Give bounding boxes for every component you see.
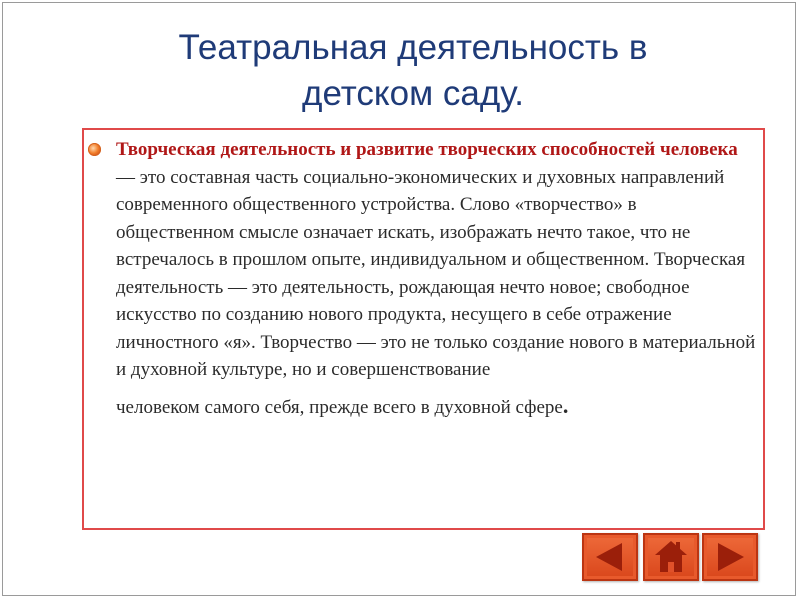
home-button[interactable] xyxy=(643,533,699,581)
paragraph-tail xyxy=(116,392,568,422)
slide-title: Театральная деятельность в детском саду. xyxy=(178,28,648,113)
arrow-right-icon xyxy=(704,535,756,579)
back-button[interactable] xyxy=(582,533,638,581)
paragraph-body: — это составная часть социально-экономических и духовных направлений современного общественного устройства. Слово «творчество» в общественном смысле означает искать, изображать нечто такое, что не встречалось в прошлом опыте, индивидуальном и общественном. Творческая деятельность — это деятельность, рождающая нечто новое; свободное искусство по созданию нового продукта, несущего в себе отражение личностного «я». Творчество — это не только создание нового в материальной и духовной культуре, но и совершенствование xyxy=(116,166,756,380)
paragraph xyxy=(116,136,756,421)
paragraph-lead: Творческая деятельность и развитие творческих способностей человека xyxy=(116,139,738,160)
content-box xyxy=(82,128,765,530)
next-button[interactable] xyxy=(702,533,758,581)
slide xyxy=(2,2,796,596)
bullet-icon xyxy=(88,143,101,156)
home-icon xyxy=(645,535,697,579)
paragraph-tail-text: человеком самого себя, прежде всего в духовной сфере xyxy=(116,396,563,418)
paragraph-end: . xyxy=(562,392,569,418)
arrow-left-icon xyxy=(584,535,636,579)
